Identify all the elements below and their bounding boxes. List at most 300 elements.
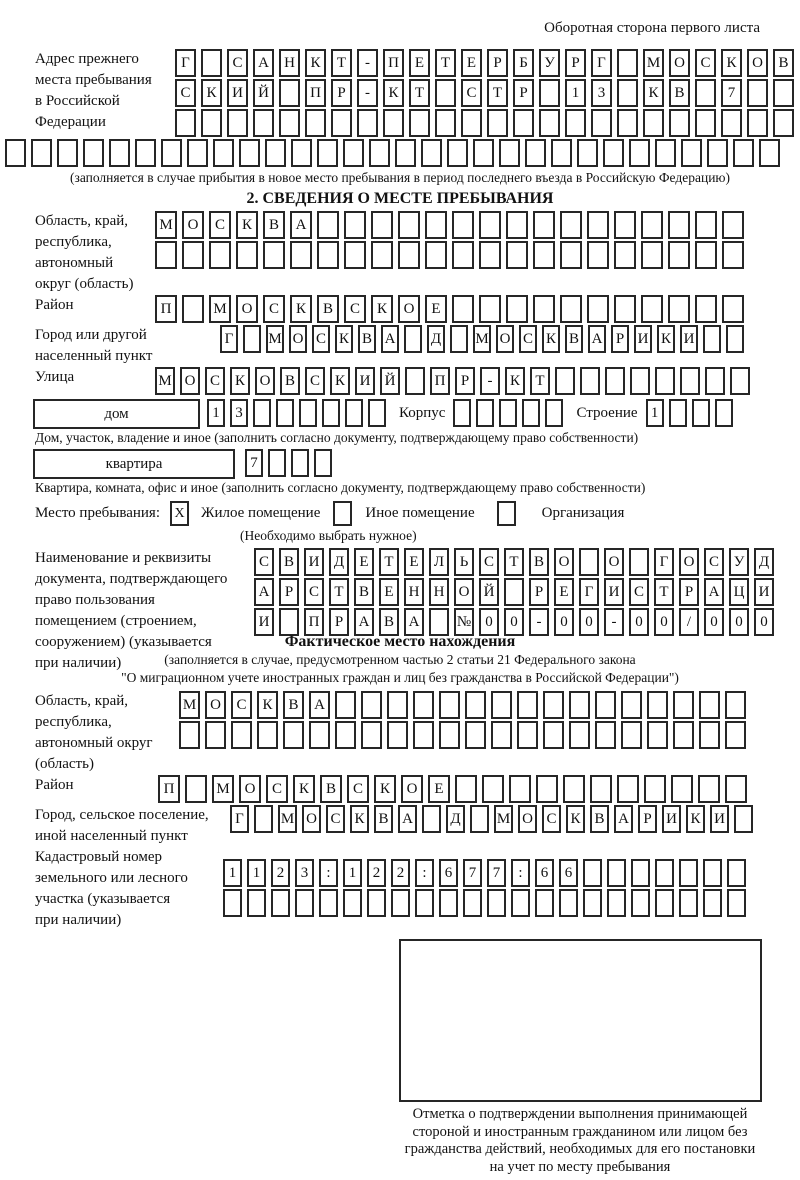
char-cell: П xyxy=(305,79,326,107)
char-cell xyxy=(205,721,226,749)
char-cell: Е xyxy=(404,548,424,576)
char-cell xyxy=(565,109,586,137)
kadastr-field xyxy=(0,847,800,931)
char-cell: 2 xyxy=(271,859,290,887)
char-cell: Р xyxy=(331,79,352,107)
char-cell xyxy=(487,889,506,917)
char-cell xyxy=(387,721,408,749)
char-cell: : xyxy=(511,859,530,887)
kvartira-row xyxy=(33,449,800,479)
stay-type-label: Место пребывания: xyxy=(35,505,160,521)
raion-field xyxy=(0,295,800,325)
char-cell: М xyxy=(209,295,231,323)
kadastr-grid xyxy=(223,859,751,919)
char-cell xyxy=(725,691,746,719)
char-cell: С xyxy=(209,211,231,239)
fact-subtitle-1: (заполняется в случае, предусмотренном частью 2 статьи 21 Федерального закона xyxy=(164,652,636,667)
char-cell: Т xyxy=(379,548,399,576)
char-cell: С xyxy=(629,578,649,606)
char-cell: 0 xyxy=(554,608,574,636)
char-cell xyxy=(415,889,434,917)
char-cell xyxy=(614,241,636,269)
char-cell: И xyxy=(754,578,774,606)
ulitsa-field xyxy=(0,367,800,397)
char-cell: С xyxy=(344,295,366,323)
char-cell xyxy=(279,109,300,137)
label-line: Область, край, xyxy=(35,693,129,709)
char-cell xyxy=(435,79,456,107)
char-cell xyxy=(673,691,694,719)
page-side-note: Оборотная сторона первого листа xyxy=(544,20,760,36)
char-cell: Д xyxy=(754,548,774,576)
char-cell xyxy=(707,139,728,167)
label-line: автономный округ xyxy=(35,735,153,751)
char-cell: В xyxy=(320,775,342,803)
confirmation-stamp-box xyxy=(399,939,762,1102)
char-cell: У xyxy=(729,548,749,576)
char-cell xyxy=(727,859,746,887)
char-cell xyxy=(317,241,339,269)
char-cell xyxy=(668,241,690,269)
char-cell xyxy=(577,139,598,167)
char-cell xyxy=(517,721,538,749)
char-cell xyxy=(450,325,468,353)
char-cell: В xyxy=(529,548,549,576)
char-cell xyxy=(630,367,650,395)
char-cell xyxy=(695,79,716,107)
prev-address-section xyxy=(0,49,800,186)
char-cell: 7 xyxy=(245,449,263,477)
char-cell xyxy=(644,775,666,803)
char-cell xyxy=(722,211,744,239)
char-row-kvartira xyxy=(245,449,337,477)
char-cell: К xyxy=(201,79,222,107)
char-cell xyxy=(595,691,616,719)
char-cell xyxy=(398,211,420,239)
char-cell: М xyxy=(155,367,175,395)
char-cell: 2 xyxy=(391,859,410,887)
char-row-fact-raion xyxy=(158,775,752,803)
char-cell xyxy=(569,691,590,719)
char-cell: 1 xyxy=(646,399,664,427)
char-cell: Е xyxy=(554,578,574,606)
char-cell: В xyxy=(379,608,399,636)
oblast-grid xyxy=(155,211,749,271)
char-cell: 0 xyxy=(579,608,599,636)
char-cell: Р xyxy=(279,578,299,606)
stroenie-label: Строение xyxy=(576,405,638,421)
char-cell: Г xyxy=(579,578,599,606)
label-line: документа, подтверждающего xyxy=(35,571,228,587)
char-cell xyxy=(647,691,668,719)
char-cell: С xyxy=(519,325,537,353)
char-cell: Т xyxy=(435,49,456,77)
char-cell xyxy=(465,721,486,749)
char-cell: И xyxy=(604,578,624,606)
char-cell: О xyxy=(454,578,474,606)
char-cell: О xyxy=(205,691,226,719)
char-cell xyxy=(295,889,314,917)
char-cell: В xyxy=(358,325,376,353)
char-row-fact-gorod xyxy=(230,805,758,833)
char-cell xyxy=(335,721,356,749)
char-cell: А xyxy=(254,578,274,606)
prev-address-grid xyxy=(175,49,799,139)
char-cell xyxy=(733,139,754,167)
char-cell: Й xyxy=(253,79,274,107)
char-cell xyxy=(679,859,698,887)
char-cell: О xyxy=(289,325,307,353)
char-cell xyxy=(699,721,720,749)
prev-address-note: (заполняется в случае прибытия в новое место пребывания в период последнего въезда в Российскую Федерацию) xyxy=(69,170,731,185)
char-row-doc-2 xyxy=(254,578,779,606)
char-cell xyxy=(535,889,554,917)
label-line: стороной и иностранным гражданином или лицом без xyxy=(412,1123,748,1140)
char-cell xyxy=(398,241,420,269)
char-cell: С xyxy=(231,691,252,719)
label-line: места пребывания xyxy=(35,72,152,88)
raion-label: Район xyxy=(35,297,74,313)
char-row-kadastr-2 xyxy=(223,889,751,917)
char-cell: С xyxy=(326,805,345,833)
char-cell: - xyxy=(529,608,549,636)
char-cell xyxy=(367,889,386,917)
char-cell xyxy=(629,548,649,576)
label-line: гражданства действий, необходимых для его постановки xyxy=(404,1141,756,1157)
char-cell xyxy=(290,241,312,269)
char-cell xyxy=(727,889,746,917)
char-cell xyxy=(291,449,309,477)
char-cell xyxy=(705,367,725,395)
char-cell xyxy=(726,325,744,353)
char-cell: К xyxy=(290,295,312,323)
char-cell xyxy=(647,721,668,749)
char-cell: К xyxy=(257,691,278,719)
char-cell: К xyxy=(566,805,585,833)
char-cell xyxy=(721,109,742,137)
checkbox-zhiloe-pomeshchenie: X xyxy=(170,501,189,526)
char-cell xyxy=(607,889,626,917)
char-cell: 0 xyxy=(629,608,649,636)
char-cell xyxy=(511,889,530,917)
char-cell: К xyxy=(330,367,350,395)
char-cell xyxy=(655,889,674,917)
char-cell: 1 xyxy=(247,859,266,887)
char-cell: К xyxy=(305,49,326,77)
char-cell: К xyxy=(686,805,705,833)
char-row-fact-oblast-2 xyxy=(179,721,751,749)
char-cell: В xyxy=(317,295,339,323)
char-cell xyxy=(580,367,600,395)
char-cell xyxy=(357,109,378,137)
char-cell xyxy=(254,805,273,833)
label-line: Кадастровый номер xyxy=(35,849,162,865)
char-cell xyxy=(590,775,612,803)
char-cell xyxy=(543,691,564,719)
char-cell xyxy=(209,241,231,269)
char-cell: О xyxy=(669,49,690,77)
label-line: земельного или лесного xyxy=(35,870,188,886)
char-cell xyxy=(465,691,486,719)
char-cell: О xyxy=(302,805,321,833)
char-cell xyxy=(344,211,366,239)
char-cell: Й xyxy=(380,367,400,395)
char-cell: Р xyxy=(329,608,349,636)
char-cell: С xyxy=(347,775,369,803)
char-cell xyxy=(722,295,744,323)
char-cell xyxy=(57,139,78,167)
char-cell xyxy=(587,211,609,239)
char-cell xyxy=(227,109,248,137)
char-cell xyxy=(413,721,434,749)
char-cell xyxy=(487,109,508,137)
char-cell xyxy=(452,241,474,269)
char-cell xyxy=(263,241,285,269)
char-cell: В xyxy=(669,79,690,107)
label-line: Наименование и реквизиты xyxy=(35,550,212,566)
char-cell: И xyxy=(662,805,681,833)
gorod-field xyxy=(0,325,800,367)
char-cell xyxy=(425,211,447,239)
label-line: при наличии) xyxy=(35,655,122,671)
char-cell xyxy=(409,109,430,137)
char-cell xyxy=(698,775,720,803)
char-cell: С xyxy=(542,805,561,833)
char-cell xyxy=(479,211,501,239)
char-cell xyxy=(643,109,664,137)
char-cell xyxy=(509,775,531,803)
char-cell: С xyxy=(205,367,225,395)
label-line: округ (область) xyxy=(35,276,134,292)
char-cell: 6 xyxy=(559,859,578,887)
char-cell xyxy=(621,691,642,719)
char-cell: М xyxy=(278,805,297,833)
char-cell: Р xyxy=(513,79,534,107)
char-cell: А xyxy=(704,578,724,606)
char-cell xyxy=(405,367,425,395)
char-cell xyxy=(506,211,528,239)
char-cell xyxy=(361,691,382,719)
char-cell xyxy=(641,211,663,239)
char-cell xyxy=(614,211,636,239)
char-cell xyxy=(371,211,393,239)
char-cell xyxy=(182,241,204,269)
char-cell: 7 xyxy=(487,859,506,887)
char-cell xyxy=(655,367,675,395)
char-cell xyxy=(479,295,501,323)
char-cell: М xyxy=(155,211,177,239)
char-cell: : xyxy=(415,859,434,887)
char-cell: Е xyxy=(425,295,447,323)
fact-oblast-field xyxy=(0,691,800,775)
char-cell: С xyxy=(304,578,324,606)
char-cell: С xyxy=(479,548,499,576)
char-cell xyxy=(668,211,690,239)
char-cell xyxy=(563,775,585,803)
char-cell xyxy=(569,721,590,749)
gorod-label xyxy=(35,325,220,367)
char-cell: О xyxy=(604,548,624,576)
char-cell xyxy=(679,889,698,917)
char-cell: С xyxy=(704,548,724,576)
char-cell xyxy=(201,109,222,137)
char-cell xyxy=(499,139,520,167)
char-cell: А xyxy=(614,805,633,833)
char-cell: С xyxy=(254,548,274,576)
char-cell xyxy=(279,79,300,107)
char-cell: 0 xyxy=(504,608,524,636)
char-cell xyxy=(455,775,477,803)
char-cell: 6 xyxy=(535,859,554,887)
char-cell xyxy=(513,109,534,137)
char-cell: О xyxy=(518,805,537,833)
char-cell: С xyxy=(263,295,285,323)
kadastr-label xyxy=(35,847,223,931)
char-cell xyxy=(135,139,156,167)
char-cell xyxy=(533,211,555,239)
stamp-caption xyxy=(370,1106,790,1176)
char-cell xyxy=(309,721,330,749)
char-cell xyxy=(343,139,364,167)
char-cell: В xyxy=(280,367,300,395)
char-cell: 2 xyxy=(367,859,386,887)
label-line: республика, xyxy=(35,234,112,250)
stay-place-section xyxy=(0,211,800,674)
char-cell: Н xyxy=(279,49,300,77)
fact-oblast-grid xyxy=(179,691,751,751)
char-cell xyxy=(617,49,638,77)
char-cell: М xyxy=(473,325,491,353)
char-cell xyxy=(747,79,768,107)
char-row-oblast-1 xyxy=(155,211,749,239)
option-organizatsiya-label: Организация xyxy=(541,505,625,521)
char-cell: Р xyxy=(565,49,586,77)
char-cell xyxy=(253,109,274,137)
char-cell: В xyxy=(283,691,304,719)
char-cell xyxy=(231,721,252,749)
char-cell: А xyxy=(381,325,399,353)
fact-raion-label: Район xyxy=(35,777,74,793)
char-cell: С xyxy=(175,79,196,107)
char-cell: : xyxy=(319,859,338,887)
char-cell xyxy=(499,399,517,427)
char-cell: 0 xyxy=(729,608,749,636)
char-cell xyxy=(345,399,363,427)
char-row-prev-1 xyxy=(175,49,799,77)
char-cell xyxy=(5,139,26,167)
char-row-ulitsa xyxy=(155,367,755,395)
char-cell xyxy=(621,721,642,749)
char-cell: Д xyxy=(427,325,445,353)
oblast-label xyxy=(35,211,155,295)
char-cell xyxy=(383,109,404,137)
char-cell: Р xyxy=(455,367,475,395)
char-cell: 0 xyxy=(704,608,724,636)
char-cell xyxy=(583,859,602,887)
char-cell xyxy=(387,691,408,719)
char-cell: К xyxy=(643,79,664,107)
char-cell: С xyxy=(305,367,325,395)
char-cell xyxy=(587,295,609,323)
char-cell: И xyxy=(680,325,698,353)
char-cell: К xyxy=(230,367,250,395)
char-cell: Г xyxy=(175,49,196,77)
oblast-field xyxy=(0,211,800,295)
char-cell xyxy=(305,109,326,137)
char-cell xyxy=(201,49,222,77)
char-cell: О xyxy=(239,775,261,803)
char-cell xyxy=(725,721,746,749)
char-cell xyxy=(629,139,650,167)
char-cell xyxy=(155,241,177,269)
dom-box: дом xyxy=(33,399,200,429)
char-cell xyxy=(276,399,294,427)
char-cell: П xyxy=(304,608,324,636)
char-cell: О xyxy=(679,548,699,576)
char-cell xyxy=(559,889,578,917)
char-cell xyxy=(439,889,458,917)
char-cell: С xyxy=(461,79,482,107)
char-cell: Т xyxy=(487,79,508,107)
char-cell xyxy=(722,241,744,269)
char-cell xyxy=(680,367,700,395)
char-cell xyxy=(631,859,650,887)
char-cell xyxy=(461,109,482,137)
char-cell: Т xyxy=(409,79,430,107)
fact-raion-field xyxy=(0,775,800,805)
char-cell xyxy=(368,399,386,427)
char-cell: И xyxy=(355,367,375,395)
char-cell xyxy=(595,721,616,749)
char-cell xyxy=(271,889,290,917)
char-row-doc-1 xyxy=(254,548,779,576)
char-cell xyxy=(187,139,208,167)
char-cell: А xyxy=(290,211,312,239)
char-cell xyxy=(695,109,716,137)
char-cell xyxy=(335,691,356,719)
char-cell: 3 xyxy=(230,399,248,427)
char-cell: И xyxy=(634,325,652,353)
char-cell: К xyxy=(542,325,560,353)
label-line: иной населенный пункт xyxy=(35,828,188,844)
option-inoe-label: Иное помещение xyxy=(365,505,475,521)
char-cell: № xyxy=(454,608,474,636)
char-cell: М xyxy=(494,805,513,833)
char-row-stroenie xyxy=(646,399,738,427)
char-cell xyxy=(669,399,687,427)
char-cell xyxy=(439,691,460,719)
char-cell xyxy=(239,139,260,167)
char-cell xyxy=(236,241,258,269)
char-cell xyxy=(695,211,717,239)
char-cell xyxy=(268,449,286,477)
label-line: Город или другой xyxy=(35,327,147,343)
char-cell xyxy=(591,109,612,137)
char-cell xyxy=(253,399,271,427)
char-cell: - xyxy=(357,49,378,77)
label-line: населенный пункт xyxy=(35,348,153,364)
char-cell xyxy=(517,691,538,719)
char-cell xyxy=(322,399,340,427)
char-cell xyxy=(317,139,338,167)
char-cell xyxy=(703,859,722,887)
char-cell: С xyxy=(227,49,248,77)
char-cell: - xyxy=(604,608,624,636)
char-cell: С xyxy=(312,325,330,353)
char-cell: И xyxy=(227,79,248,107)
char-cell: П xyxy=(430,367,450,395)
char-cell xyxy=(699,691,720,719)
